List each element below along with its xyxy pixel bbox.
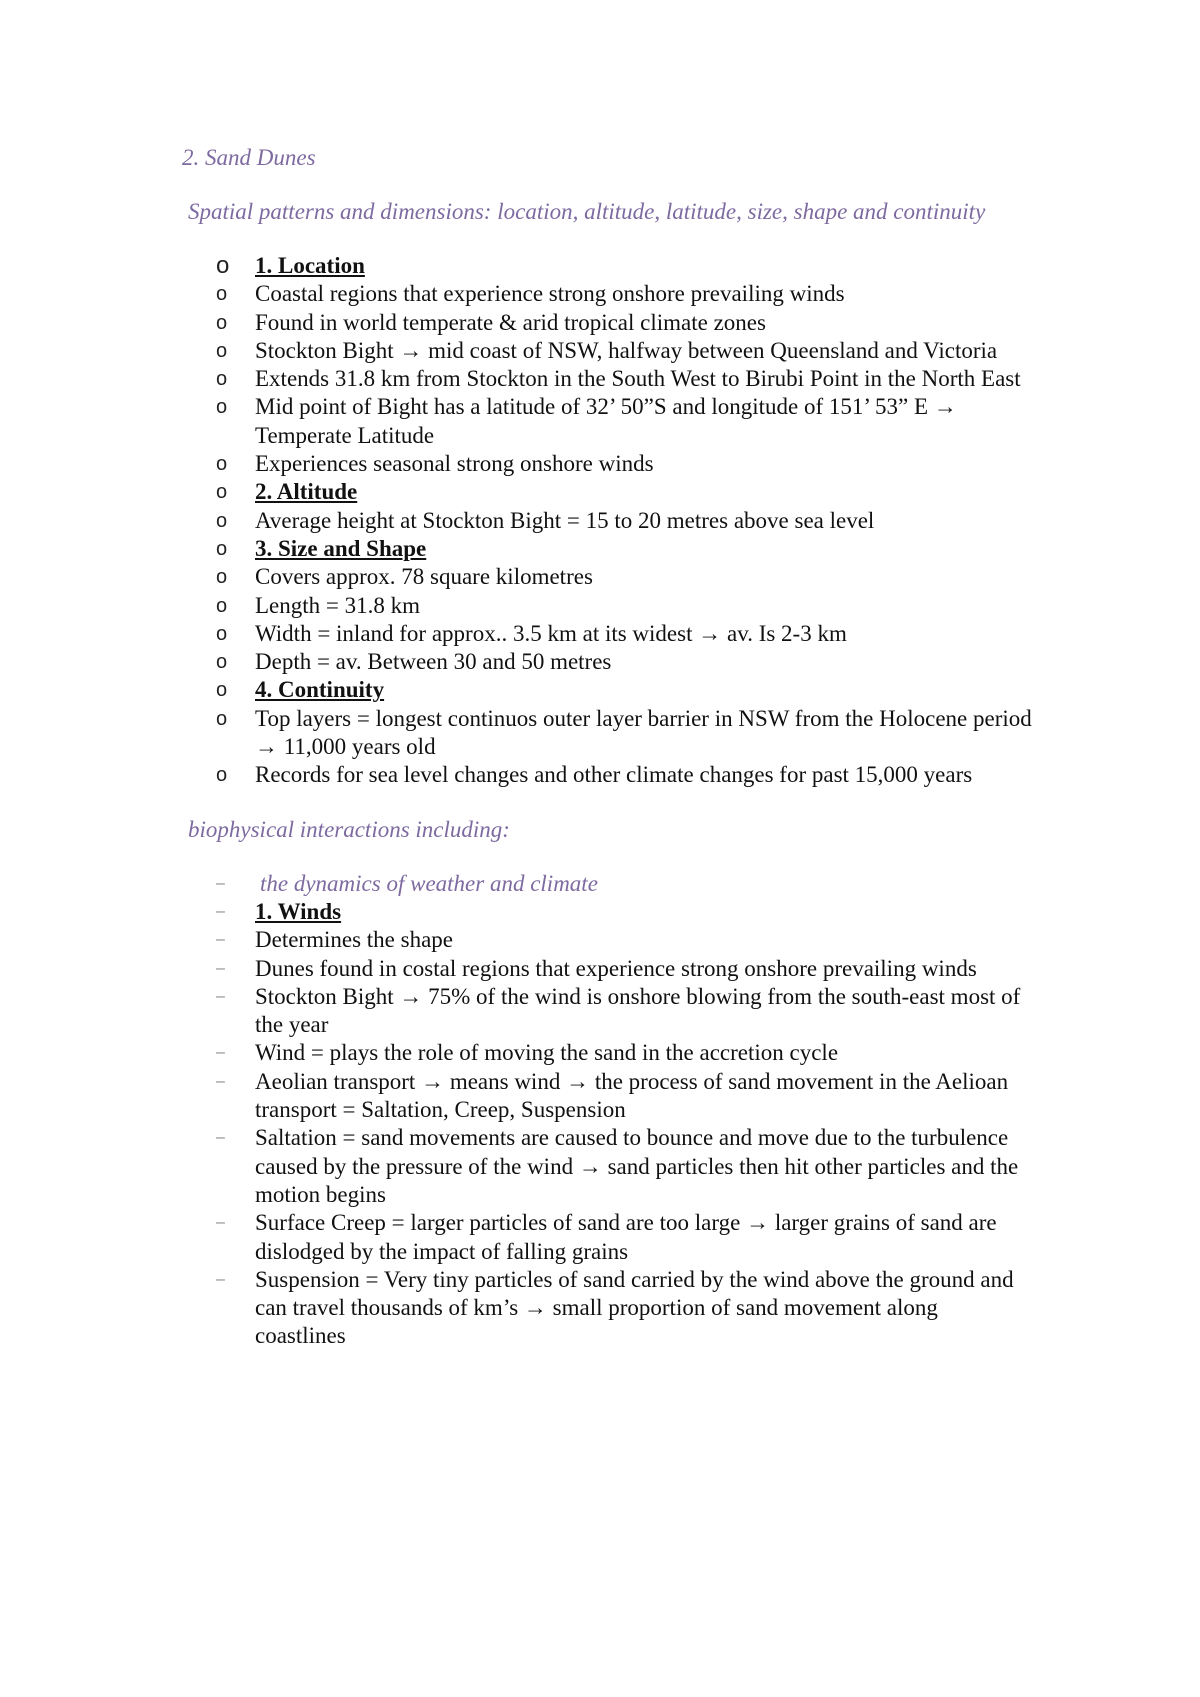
list-item-text: Suspension = Very tiny particles of sand carried by the wind above the ground and can travel thousands of km’s → small proportion of sand movement along coastlines (255, 1266, 1014, 1349)
list-item-text: Width = inland for approx.. 3.5 km at its widest → av. Is 2-3 km (255, 620, 847, 646)
bullet-marker: o (216, 622, 228, 645)
list-item (182, 252, 1032, 280)
section-heading: 2. Altitude (255, 479, 358, 505)
list-item-text: Records for sea level changes and other climate changes for past 15,000 years (255, 762, 973, 788)
list-item-text: Dunes found in costal regions that experience strong onshore prevailing winds (255, 955, 977, 981)
list-item (182, 898, 1032, 926)
list-item-text: Stockton Bight → mid coast of NSW, halfway between Queensland and Victoria (255, 337, 998, 363)
list-item (182, 1068, 1032, 1125)
list-item (182, 309, 1032, 337)
list-item (182, 1039, 1032, 1067)
list-item (182, 563, 1032, 591)
list-item-text: Experiences seasonal strong onshore winds (255, 451, 654, 477)
list-item-text: Depth = av. Between 30 and 50 metres (255, 649, 612, 675)
list-item-text: Top layers = longest continuos outer layer barrier in NSW from the Holocene period → 11,000 years old (255, 705, 1032, 760)
list-item (182, 507, 1032, 535)
list-item (182, 1209, 1032, 1266)
list-item (182, 1266, 1032, 1351)
list-item-text: Wind = plays the role of moving the sand in the accretion cycle (255, 1040, 839, 1066)
biophysical-bullet-list (182, 870, 1032, 1351)
bullet-marker: o (216, 509, 228, 532)
section-heading: 1. Location (255, 253, 365, 278)
list-item (182, 955, 1032, 983)
bullet-marker: o (216, 651, 228, 674)
bullet-marker: – (216, 1044, 225, 1062)
list-item-text: Determines the shape (255, 927, 453, 953)
document-content (182, 144, 1032, 1351)
list-item (182, 365, 1032, 393)
list-item (182, 337, 1032, 365)
bullet-marker: – (216, 959, 225, 977)
bullet-marker: – (216, 1129, 225, 1147)
bullet-marker: – (216, 1214, 225, 1232)
section-heading: 3. Size and Shape (255, 535, 427, 561)
bullet-marker: – (216, 1270, 225, 1288)
document-title: 2. Sand Dunes (182, 145, 316, 170)
subtopic-label: the dynamics of weather and climate (260, 870, 598, 896)
bullet-marker: o (216, 396, 228, 419)
spatial-bullet-list (182, 252, 1032, 790)
list-item-text: Aeolian transport → means wind → the process of sand movement in the Aelioan transport = Saltation, Creep, Suspension (255, 1068, 1009, 1123)
list-item-text: Covers approx. 78 square kilometres (255, 564, 593, 590)
list-item-text: Mid point of Bight has a latitude of 32’ 50”S and longitude of 151’ 53” E → Temperate Latitude (255, 394, 957, 448)
list-item (182, 535, 1032, 563)
section-heading: 4. Continuity (255, 677, 385, 703)
list-item-text: Extends 31.8 km from Stockton in the South West to Birubi Point in the North East (255, 366, 1021, 392)
list-item (182, 393, 1032, 450)
list-item (182, 620, 1032, 648)
list-item-text: Saltation = sand movements are caused to bounce and move due to the turbulence caused by the pressure of the wind → sand particles then hit other particles and the motion begins (255, 1125, 1019, 1207)
list-item (182, 983, 1032, 1040)
bullet-marker: – (216, 931, 225, 949)
bullet-marker: o (216, 566, 228, 589)
bullet-marker: o (216, 252, 230, 279)
list-item-text: Surface Creep = larger particles of sand are too large → larger grains of sand are dislodged by the impact of falling grains (255, 1210, 997, 1264)
bullet-marker: o (216, 679, 228, 702)
bullet-marker: o (216, 311, 228, 334)
list-item (182, 926, 1032, 954)
list-item (182, 1124, 1032, 1209)
bullet-marker: o (216, 707, 228, 730)
bullet-marker: o (216, 594, 228, 617)
biophysical-heading: biophysical interactions including: (188, 816, 510, 842)
list-item (182, 592, 1032, 620)
bullet-marker: – (216, 902, 225, 920)
bullet-marker: o (216, 283, 228, 306)
bullet-marker: – (216, 874, 225, 892)
bullet-marker: o (216, 368, 228, 391)
list-item (182, 870, 1032, 898)
list-item (182, 705, 1032, 762)
list-item (182, 676, 1032, 704)
spatial-patterns-heading: Spatial patterns and dimensions: location, altitude, latitude, size, shape and continuity (188, 199, 986, 224)
bullet-marker: – (216, 987, 225, 1005)
list-item (182, 280, 1032, 308)
list-item-text: Length = 31.8 km (255, 592, 421, 618)
section-heading: 1. Winds (255, 898, 342, 924)
bullet-marker: o (216, 339, 228, 362)
list-item (182, 478, 1032, 506)
bullet-marker: – (216, 1072, 225, 1090)
bullet-marker: o (216, 453, 228, 476)
list-item-text: Coastal regions that experience strong onshore prevailing winds (255, 281, 845, 307)
list-item-text: Stockton Bight → 75% of the wind is onshore blowing from the south-east most of the year (255, 983, 1021, 1038)
bullet-marker: o (216, 537, 228, 560)
bullet-marker: o (216, 481, 228, 504)
list-item (182, 761, 1032, 789)
list-item (182, 450, 1032, 478)
list-item (182, 648, 1032, 676)
list-item-text: Found in world temperate & arid tropical climate zones (255, 309, 766, 335)
list-item-text: Average height at Stockton Bight = 15 to 20 metres above sea level (255, 507, 875, 533)
bullet-marker: o (216, 764, 228, 787)
